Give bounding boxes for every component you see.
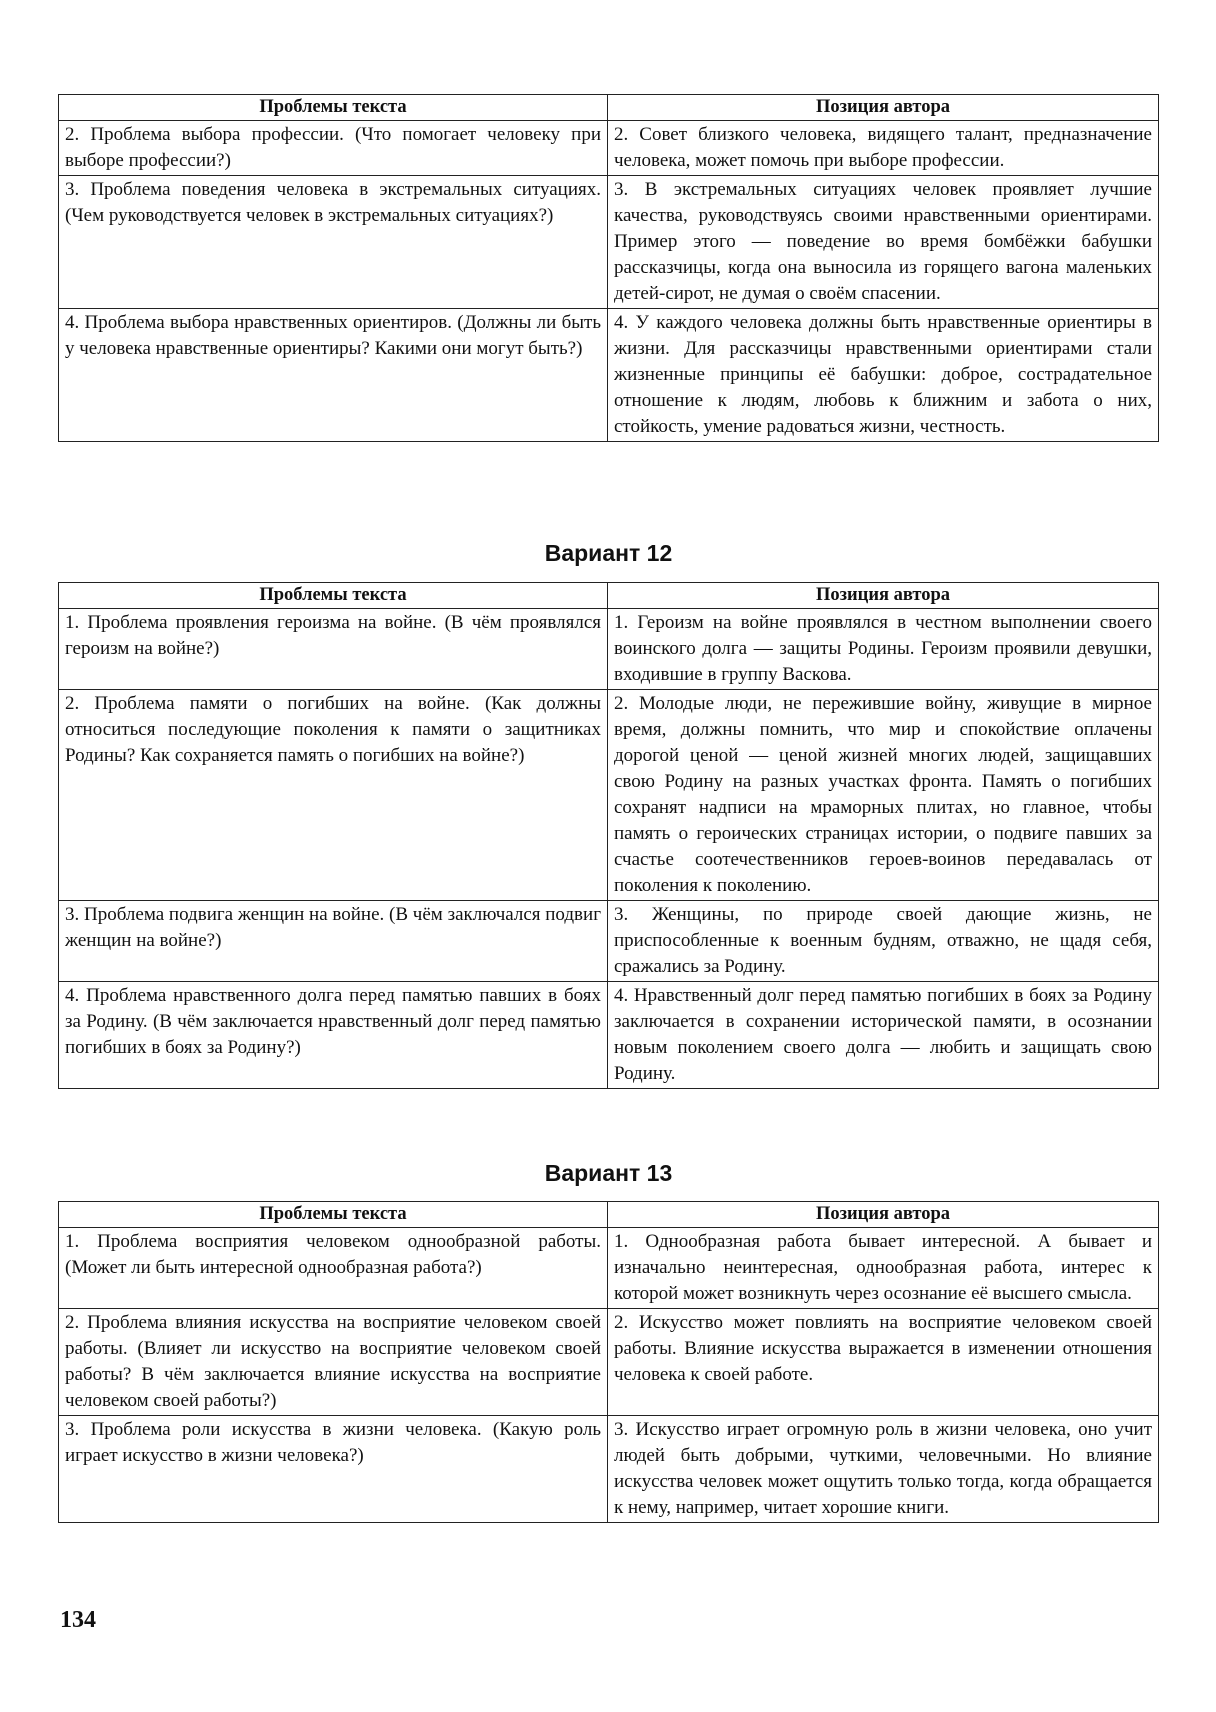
table-row [59, 121, 1159, 176]
variant-12-heading: Вариант 12 [544, 540, 673, 566]
position-cell: 1. Героизм на войне проявлялся в честном выполнении своего воинского долга — защиты Родины. Героизм проявили девушки, входившие в группу Васкова. [608, 609, 1159, 690]
problem-cell: 3. Проблема роли искусства в жизни человека. (Какую роль играет искусство в жизни человека?) [59, 1416, 608, 1523]
header-position: Позиция автора [608, 583, 1159, 609]
position-cell: 3. В экстремальных ситуациях человек проявляет лучшие качества, руководствуясь своими нравственными ориентирами. Пример этого — поведение во время бомбёжки бабушки рассказчицы, когда она выносила из горящего вагона маленьких детей-сирот, не думая о своём спасении. [608, 176, 1159, 309]
table-row [59, 1228, 1159, 1309]
table-header-row [59, 95, 1159, 121]
position-cell: 2. Совет близкого человека, видящего талант, предназначение человека, может помочь при выборе профессии. [608, 121, 1159, 176]
variant-12-block [58, 582, 1159, 1089]
page-number: 134 [60, 1607, 96, 1633]
problem-cell: 2. Проблема памяти о погибших на войне. (Как должны относиться последующие поколения к памяти о защитниках Родины? Как сохраняется память о погибших на войне?) [59, 690, 608, 901]
problem-cell: 1. Проблема восприятия человеком однообразной работы. (Может ли быть интересной однообразная работа?) [59, 1228, 608, 1309]
problem-cell: 1. Проблема проявления героизма на войне. (В чём проявлялся героизм на войне?) [59, 609, 608, 690]
table-row [59, 901, 1159, 982]
problem-cell: 2. Проблема влияния искусства на восприятие человеком своей работы. (Влияет ли искусство на восприятие человеком своей работы? В чём заключается влияние искусства на восприятие человеком своей работы?) [59, 1309, 608, 1416]
problem-cell: 4. Проблема нравственного долга перед памятью павших в боях за Родину. (В чём заключается нравственный долг перед памятью погибших в боях за Родину?) [59, 982, 608, 1089]
table-header-row [59, 583, 1159, 609]
problems-table-1 [58, 94, 1159, 442]
problem-cell: 4. Проблема выбора нравственных ориентиров. (Должны ли быть у человека нравственные ориентиры? Какими они могут быть?) [59, 309, 608, 442]
problem-cell: 3. Проблема подвига женщин на войне. (В чём заключался подвиг женщин на войне?) [59, 901, 608, 982]
table-row [59, 982, 1159, 1089]
header-position: Позиция автора [608, 1202, 1159, 1228]
position-cell: 3. Женщины, по природе своей дающие жизнь, не приспособленные к военным будням, отважно, не щадя себя, сражались за Родину. [608, 901, 1159, 982]
problem-cell: 3. Проблема поведения человека в экстремальных ситуациях. (Чем руководствуется человек в экстремальных ситуациях?) [59, 176, 608, 309]
header-problems: Проблемы текста [59, 95, 608, 121]
header-position: Позиция автора [608, 95, 1159, 121]
variant-13-block [58, 1201, 1159, 1523]
position-cell: 4. Нравственный долг перед памятью погибших в боях за Родину заключается в сохранении исторической памяти, в осознании новым поколением своего долга — любить и защищать свою Родину. [608, 982, 1159, 1089]
table-row [59, 1416, 1159, 1523]
table-row [59, 176, 1159, 309]
table-row [59, 1309, 1159, 1416]
header-problems: Проблемы текста [59, 1202, 608, 1228]
table-1-block [58, 94, 1159, 442]
table-row [59, 690, 1159, 901]
header-problems: Проблемы текста [59, 583, 608, 609]
position-cell: 2. Искусство может повлиять на восприятие человеком своей работы. Влияние искусства выражается в изменении отношения человека к своей работе. [608, 1309, 1159, 1416]
table-row [59, 609, 1159, 690]
position-cell: 3. Искусство играет огромную роль в жизни человека, оно учит людей быть добрыми, чуткими, человечными. Но влияние искусства человек может ощутить только тогда, когда обращается к нему, например, читает хорошие книги. [608, 1416, 1159, 1523]
table-row [59, 309, 1159, 442]
position-cell: 2. Молодые люди, не пережившие войну, живущие в мирное время, должны помнить, что мир и спокойствие оплачены дорогой ценой — ценой жизней многих людей, защищавших свою Родину на разных участках фронта. Память о погибших сохранят надписи на мраморных плитах, но главное, чтобы память о героических страницах истории, о подвиге павших за счастье соотечественников героев-воинов передавалась от поколения к поколению. [608, 690, 1159, 901]
problems-table-variant-12 [58, 582, 1159, 1089]
table-header-row [59, 1202, 1159, 1228]
position-cell: 1. Однообразная работа бывает интересной. А бывает и изначально неинтересная, однообразная работа, интерес к которой может возникнуть через осознание её высшего смысла. [608, 1228, 1159, 1309]
problem-cell: 2. Проблема выбора профессии. (Что помогает человеку при выборе профессии?) [59, 121, 608, 176]
position-cell: 4. У каждого человека должны быть нравственные ориентиры в жизни. Для рассказчицы нравственными ориентирами стали жизненные принципы её бабушки: доброе, сострадательное отношение к людям, любовь к ближним и забота о них, стойкость, умение радоваться жизни, честность. [608, 309, 1159, 442]
problems-table-variant-13 [58, 1201, 1159, 1523]
variant-13-heading: Вариант 13 [544, 1160, 673, 1186]
